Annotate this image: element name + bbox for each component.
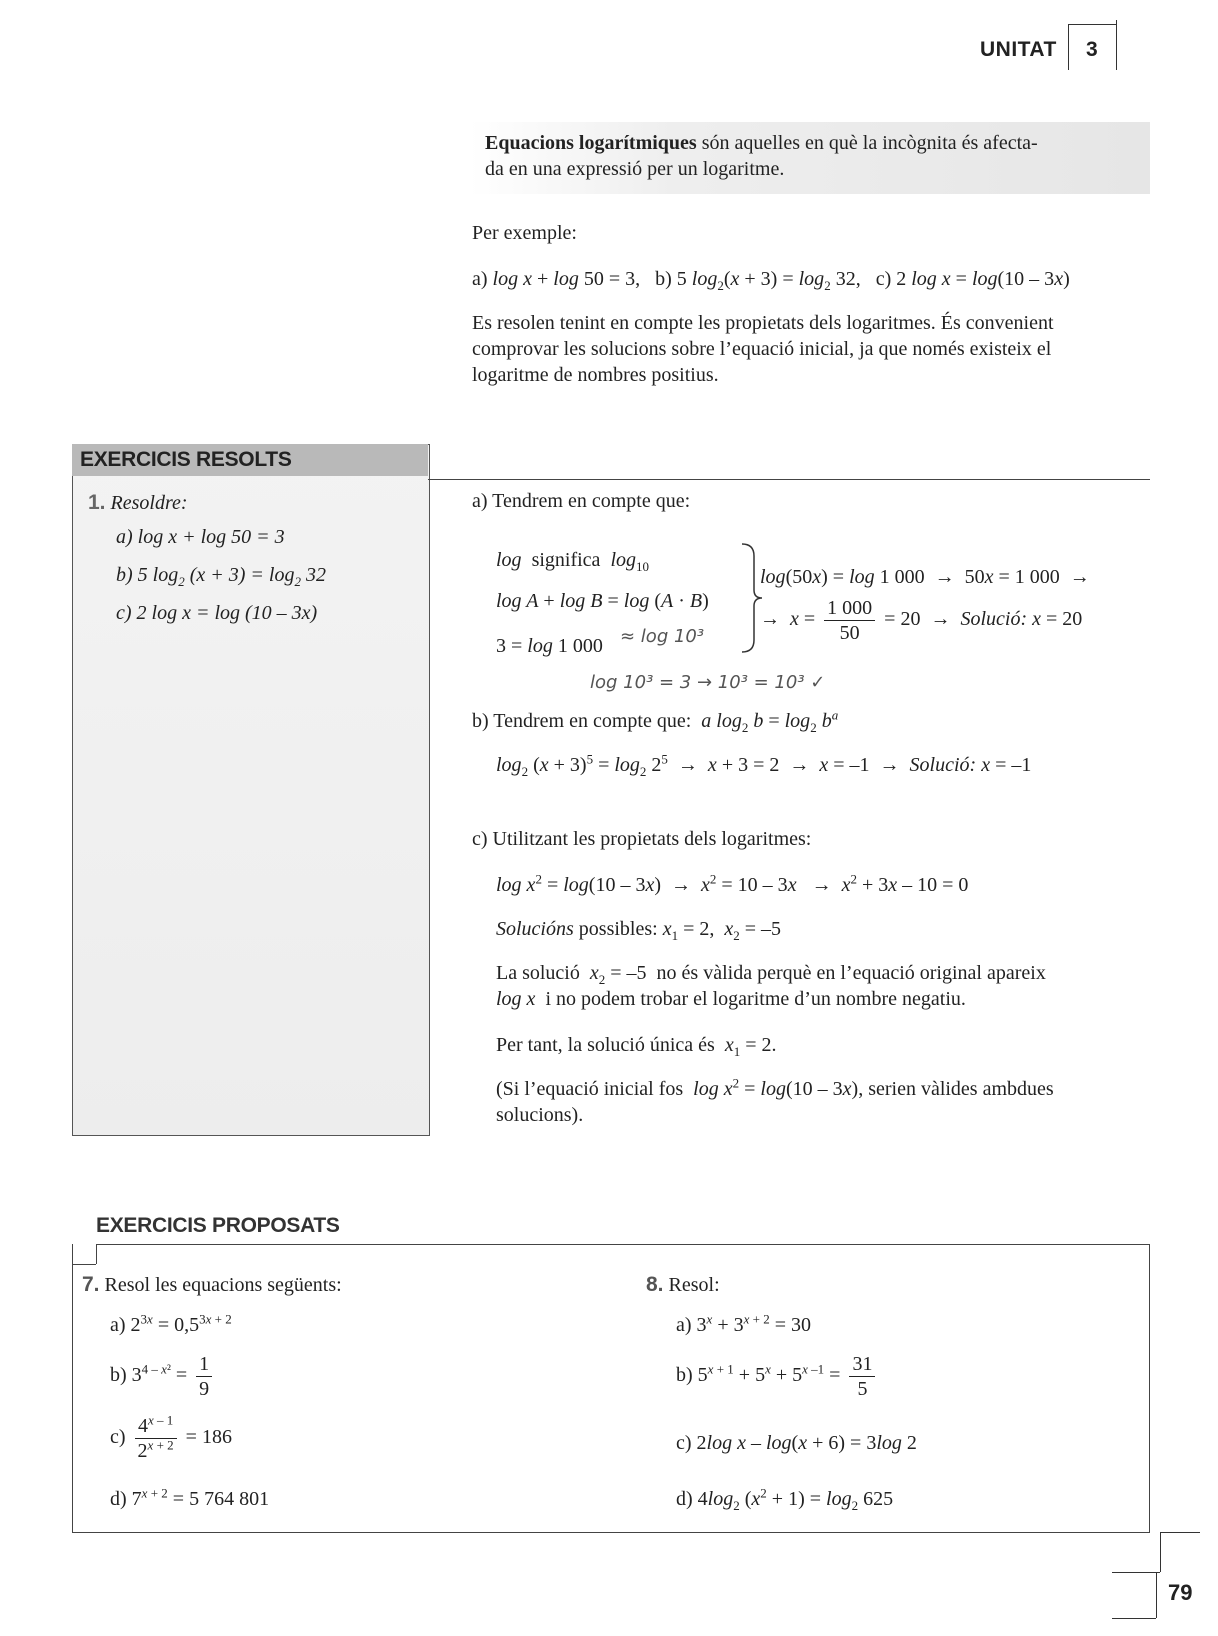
definition-text [485,130,1145,182]
exercise-8-statement: Resol: [668,1274,720,1296]
solved-item-c: c) 2 log x = log (10 – 3x) [116,602,318,624]
definition-term: Equacions logarítmiques [485,132,697,154]
note-text-3: solucions). [496,1104,584,1126]
part-a-solution-word: Solució [960,608,1021,631]
explanation [472,310,1162,388]
explanation-line-1: Es resolen tenint en compte les propietats dels logaritmes. És convenient [472,312,1054,334]
solved-number: 1. [88,491,106,514]
proposed-box-left [72,1264,73,1532]
exercise-8-number: 8. [646,1273,664,1296]
exercise-8c: c) 2log x – log(x + 6) = 3log 2 [676,1432,917,1454]
definition-rest: són aquelles en què la incògnita és afecta- [696,132,1038,154]
exercise-8d: d) $4\log_2$ $(x^2 + 1) = \log_2 625$ [676,1485,894,1513]
page-header [960,20,1140,80]
footer-box-top [1112,1572,1160,1573]
exercise-7b: b) $3^{4 - x^2}$ = $\frac{1}{9}$ [110,1352,216,1401]
exercise-7-number: 7. [82,1273,100,1296]
note-text-1: (Si l’equació inicial fos [496,1078,684,1100]
page-number: 79 [1168,1580,1193,1605]
part-c-equation: $\log x^2 = \log(10 - 3x) \to x^2 = 10 - 3x \to x^2 + 3x - 10 = 0$ [496,871,969,896]
solved-item-b: b) 5 $\log_2 (x + 3) = \log_2 32$ [116,564,326,589]
invalid-text-1: La solució [496,962,580,984]
handwritten-note-2: log 10³ = 3 → 10³ = 10³ ✓ [590,672,826,693]
note-text-2: , serien vàlides ambdues [858,1078,1054,1100]
part-b-solution-word: Solució [909,754,970,776]
footer-box-bottom [1112,1618,1156,1619]
unique-text: Per tant, la solució única és [496,1034,715,1056]
part-a-intro: a) Tendrem en compte que: [472,490,691,512]
footer-mark-v [1160,1532,1161,1572]
invalid-text-3: i no podem trobar el logaritme d’un nombre negatiu. [545,988,966,1010]
exercise-8-heading [646,1272,720,1298]
part-c-note: (Si l’equació inicial fos $\log x^2 = \log(10 - 3x)$, serien vàlides ambdues solucions). [496,1076,1156,1128]
footer-box-left [1156,1572,1157,1618]
footer-mark-h [1160,1532,1200,1533]
proposed-corner-h [72,1264,96,1265]
part-a-facts: log significa $\log_{10}$ log A + log B = log (A · B) 3 = log 1 000 [496,549,709,657]
exercise-7-heading [82,1272,342,1298]
example-equations: a) log x + log 50 = 3, b) 5 $\log_2(x + 3) = \log_2 32$, c) 2 log x = log(10 – 3x) [472,268,1070,293]
explanation-line-2: comprovar les solucions sobre l’equació inicial, ja que només existeix el [472,338,1052,360]
unit-number: 3 [1086,38,1098,61]
solved-statement-text: Resoldre: [110,492,188,514]
invalid-text-2: no és vàlida perquè en l’equació original apareix [656,962,1046,984]
exercise-8a: a) $3^x + 3^{x + 2} = 30$ [676,1311,812,1336]
exercise-7-statement: Resol les equacions següents: [104,1274,342,1296]
solved-rule [428,479,1150,480]
proposed-title: EXERCICIS PROPOSATS [96,1214,340,1237]
exercise-7c: c) $\frac{4^{x - 1}}{2^{x + 2}}$ = 186 [110,1412,232,1462]
part-b-steps: $\log_2 (x + 3)^5 = \log_2 2^5 \to x + 3 = 2 \to x = -1$ → Solució: x = –1 [496,751,1032,779]
log-means: significa [531,549,601,571]
unit-label: UNITAT [980,38,1057,61]
handwritten-note-1: ≈ log 10³ [620,626,705,647]
part-c-intro: c) Utilitzant les propietats dels logaritmes: [472,828,812,850]
part-b-intro: b) Tendrem en compte que: a $\log_2 b = \log_2 b^a$ [472,707,839,735]
explanation-line-3: logaritme de nombres positius. [472,364,719,386]
part-c-invalid: La solució $x_2 = -5$ no és vàlida perquè en l’equació original apareix log x i no podem trobar el logaritme d’un nombre negatiu. [496,962,1046,1010]
header-divider [1068,24,1069,70]
exercise-7a: a) $2^{3x} = 0,5^{3x + 2}$ [110,1311,232,1336]
part-b-intro-text: b) Tendrem en compte que: [472,710,692,732]
exercise-8b: b) $5^{x + 1} + 5^x + 5^{x -1}$ = $\frac{31}{5}$ [676,1352,879,1401]
solved-title: EXERCICIS RESOLTS [72,444,428,476]
proposed-corner-v [96,1244,97,1264]
solutions-word: Solucións [496,918,574,940]
exercise-7d: d) $7^{x + 2} = 5$ 764 801 [110,1485,270,1510]
possible-word: possibles: [578,918,658,940]
header-corner-top [1068,24,1116,25]
solved-item-a: a) log x + log 50 = 3 [116,526,285,548]
solved-statement [88,488,418,632]
part-c-unique: Per tant, la solució única és $x_1 = 2$. [496,1034,777,1059]
part-c-solutions: Solucións possibles: $x_1 = 2$, $x_2 = -5$ [496,918,782,943]
part-a-steps: log(50x) = log 1 000 → 50x = 1 000 → → x = $\frac{1 000}{50}$ = 20 → Solució: x = 20 [760,566,1090,644]
definition-line2: da en una expressió per un logaritme. [485,158,785,180]
proposed-box-top [96,1244,1150,1245]
example-intro: Per exemple: [472,222,577,244]
